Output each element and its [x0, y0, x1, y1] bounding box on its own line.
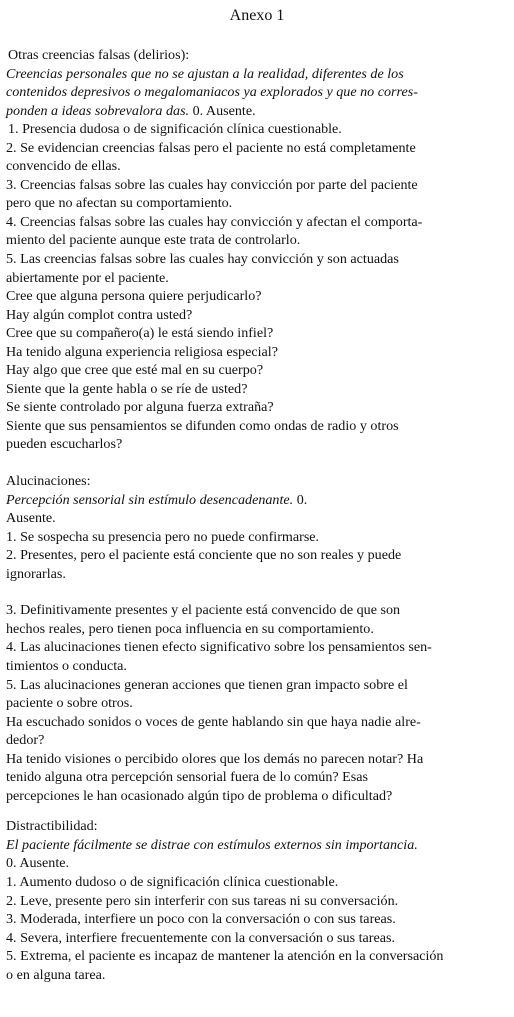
list-item: 4. Creencias falsas sobre las cuales hay convicción y afectan el comporta- [6, 213, 423, 230]
question-item: Ha tenido visiones o percibido olores que los demás no parecen notar? Ha [6, 750, 424, 767]
section-spacer [6, 454, 508, 472]
list-item: 1. Aumento dudoso o de significación clínica cuestionable. [6, 873, 339, 890]
score-0-text: Ausente. [6, 510, 56, 527]
question-item: pueden escucharlos? [6, 436, 123, 453]
list-item: 5. Las alucinaciones generan acciones que tienen gran impacto sobre el [6, 676, 408, 693]
question-item: Se siente controlado por alguna fuerza extraña? [6, 399, 274, 416]
question-item: dedor? [6, 732, 45, 749]
list-item: abiertamente por el paciente. [6, 269, 169, 286]
score-0-label: 0. Ausente. [189, 102, 256, 119]
list-item: miento del paciente aunque este trata de controlarlo. [6, 232, 301, 249]
page-title: Anexo 1 [229, 7, 285, 24]
section-distractibilidad [6, 817, 508, 984]
question-item: Cree que alguna persona quiere perjudicarlo? [6, 288, 262, 305]
question-item: percepciones le han ocasionado algún tipo de problema o dificultad? [6, 787, 393, 804]
question-item: Siente que sus pensamientos se difunden como ondas de radio y otros [6, 417, 399, 434]
score-0-label: 0. [293, 491, 308, 508]
list-item: 4. Las alucinaciones tienen efecto significativo sobre los pensamientos sen- [6, 639, 432, 656]
list-item: o en alguna tarea. [6, 966, 106, 983]
definition-line: Percepción sensorial sin estímulo desencadenante. [6, 491, 294, 508]
section-heading: Distractibilidad: [6, 818, 98, 835]
definition-line: ponden a ideas sobrevalora das. [6, 102, 190, 119]
section-spacer [6, 805, 508, 817]
list-item: 3. Definitivamente presentes y el paciente está convencido de que son [6, 602, 401, 619]
list-item: 2. Se evidencian creencias falsas pero el paciente no está completamente [6, 139, 416, 156]
section-delirios [6, 46, 508, 454]
list-item: 0. Ausente. [6, 855, 70, 872]
question-item: Hay algún complot contra usted? [6, 306, 193, 323]
section-heading: Otras creencias falsas (delirios): [8, 47, 190, 63]
list-item: 2. Presentes, pero el paciente está conciente que no son reales y puede [6, 547, 402, 564]
list-item: ignorarlas. [6, 565, 66, 582]
list-item: convencido de ellas. [6, 158, 121, 175]
question-item: Hay algo que cree que esté mal en su cuerpo? [6, 362, 264, 379]
question-item: Cree que su compañero(a) le está siendo infiel? [6, 325, 274, 342]
definition-line: El paciente fácilmente se distrae con estímulos externos sin importancia. [6, 836, 418, 853]
question-item: Siente que la gente habla o se ríe de usted? [6, 380, 248, 397]
section-heading: Alucinaciones: [6, 473, 91, 490]
list-item: 4. Severa, interfiere frecuentemente con la conversación o sus tareas. [6, 929, 395, 946]
list-item: 1. Se sospecha su presencia pero no puede confirmarse. [6, 528, 320, 545]
list-item: 3. Moderada, interfiere un poco con la conversación o con sus tareas. [6, 911, 396, 928]
definition-line-with-score [6, 491, 508, 510]
list-item: paciente o sobre otros. [6, 695, 133, 712]
definition-line: contenidos depresivos o megalomaniacos ya explorados y que no corres- [6, 84, 418, 101]
definition-line-with-score [6, 102, 508, 121]
list-item: timientos o conducta. [6, 657, 127, 674]
question-item: Ha escuchado sonidos o voces de gente hablando sin que haya nadie alre- [6, 713, 421, 730]
question-item: tenido alguna otra percepción sensorial fuera de lo común? Esas [6, 769, 368, 786]
list-item: 1. Presencia dudosa o de significación clínica cuestionable. [8, 121, 342, 138]
list-item: 3. Creencias falsas sobre las cuales hay convicción por parte del paciente [6, 176, 418, 193]
definition-line: Creencias personales que no se ajustan a la realidad, diferentes de los [6, 65, 404, 82]
list-item: 5. Extrema, el paciente es incapaz de mantener la atención en la conversación [6, 948, 444, 965]
section-alucinaciones [6, 472, 508, 805]
list-item: 5. Las creencias falsas sobre las cuales hay convicción y son actuadas [6, 251, 399, 268]
section-spacer [6, 583, 508, 601]
list-item: 2. Leve, presente pero sin interferir con sus tareas ni su conversación. [6, 892, 399, 909]
list-item: hechos reales, pero tienen poca influencia en su comportamiento. [6, 620, 374, 637]
list-item: pero que no afectan su comportamiento. [6, 195, 233, 212]
question-item: Ha tenido alguna experiencia religiosa especial? [6, 343, 278, 360]
